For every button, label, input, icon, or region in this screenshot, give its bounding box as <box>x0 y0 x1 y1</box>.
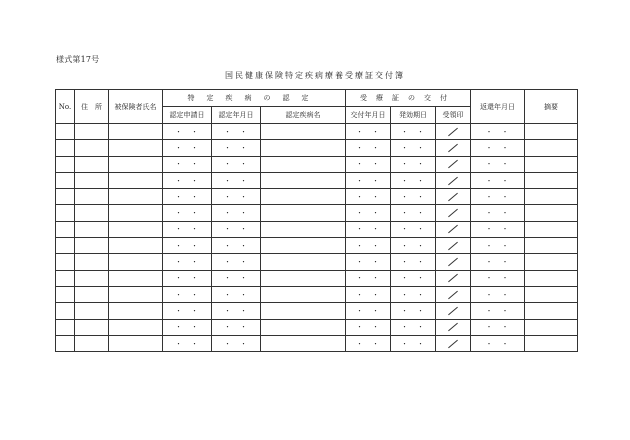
cell-remarks[interactable] <box>525 270 578 286</box>
cell-address[interactable] <box>75 319 109 335</box>
cell-certification-date: ・ ・ <box>212 156 261 172</box>
header-disease-name: 認定疾病名 <box>261 107 346 124</box>
cell-receipt-seal <box>436 205 471 221</box>
cell-remarks[interactable] <box>525 335 578 351</box>
table-row <box>56 124 578 140</box>
table-row <box>56 286 578 302</box>
cell-return-date: ・ ・ <box>471 319 525 335</box>
slash-mark <box>448 323 458 331</box>
cell-insured-name[interactable] <box>109 335 163 351</box>
cell-effective-date: ・ ・ <box>391 156 436 172</box>
cell-return-date: ・ ・ <box>471 303 525 319</box>
cell-application-date: ・ ・ <box>163 238 212 254</box>
table-row <box>56 140 578 156</box>
cell-no[interactable] <box>56 270 75 286</box>
slash-mark <box>448 241 458 249</box>
cell-insured-name[interactable] <box>109 319 163 335</box>
cell-issue-date: ・ ・ <box>346 286 391 302</box>
cell-insured-name[interactable] <box>109 286 163 302</box>
cell-remarks[interactable] <box>525 205 578 221</box>
cell-application-date: ・ ・ <box>163 189 212 205</box>
cell-effective-date: ・ ・ <box>391 270 436 286</box>
cell-issue-date: ・ ・ <box>346 303 391 319</box>
cell-remarks[interactable] <box>525 189 578 205</box>
cell-no[interactable] <box>56 319 75 335</box>
cell-return-date: ・ ・ <box>471 270 525 286</box>
cell-effective-date: ・ ・ <box>391 221 436 237</box>
header-card-issuance: 受療証の交付 <box>346 90 471 107</box>
cell-receipt-seal <box>436 286 471 302</box>
cell-address[interactable] <box>75 156 109 172</box>
cell-no[interactable] <box>56 303 75 319</box>
cell-disease-name[interactable] <box>261 238 346 254</box>
cell-issue-date: ・ ・ <box>346 172 391 188</box>
cell-certification-date: ・ ・ <box>212 335 261 351</box>
ledger-table <box>55 89 578 352</box>
cell-remarks[interactable] <box>525 124 578 140</box>
header-issue-date: 交付年月日 <box>346 107 391 124</box>
cell-effective-date: ・ ・ <box>391 286 436 302</box>
cell-issue-date: ・ ・ <box>346 335 391 351</box>
cell-application-date: ・ ・ <box>163 335 212 351</box>
cell-insured-name[interactable] <box>109 156 163 172</box>
table-row <box>56 303 578 319</box>
cell-receipt-seal <box>436 303 471 319</box>
table-row <box>56 205 578 221</box>
header-return-date: 返還年月日 <box>471 90 525 124</box>
cell-receipt-seal <box>436 189 471 205</box>
table-row <box>56 270 578 286</box>
cell-effective-date: ・ ・ <box>391 189 436 205</box>
cell-receipt-seal <box>436 156 471 172</box>
cell-issue-date: ・ ・ <box>346 124 391 140</box>
cell-certification-date: ・ ・ <box>212 221 261 237</box>
cell-remarks[interactable] <box>525 156 578 172</box>
cell-disease-name[interactable] <box>261 156 346 172</box>
cell-effective-date: ・ ・ <box>391 172 436 188</box>
cell-certification-date: ・ ・ <box>212 238 261 254</box>
cell-no[interactable] <box>56 335 75 351</box>
form-number: 様式第17号 <box>56 55 100 64</box>
form-title: 国民健康保険特定疾病療養受療証交付簿 <box>225 71 405 80</box>
cell-receipt-seal <box>436 221 471 237</box>
cell-no[interactable] <box>56 254 75 270</box>
cell-insured-name[interactable] <box>109 124 163 140</box>
cell-disease-name[interactable] <box>261 319 346 335</box>
cell-certification-date: ・ ・ <box>212 303 261 319</box>
cell-application-date: ・ ・ <box>163 156 212 172</box>
slash-mark <box>448 193 458 201</box>
slash-mark <box>448 127 458 135</box>
cell-address[interactable] <box>75 205 109 221</box>
cell-return-date: ・ ・ <box>471 205 525 221</box>
cell-address[interactable] <box>75 221 109 237</box>
cell-address[interactable] <box>75 238 109 254</box>
cell-address[interactable] <box>75 270 109 286</box>
cell-issue-date: ・ ・ <box>346 156 391 172</box>
cell-application-date: ・ ・ <box>163 319 212 335</box>
cell-certification-date: ・ ・ <box>212 286 261 302</box>
cell-application-date: ・ ・ <box>163 140 212 156</box>
table-row <box>56 172 578 188</box>
cell-disease-name[interactable] <box>261 189 346 205</box>
cell-no[interactable] <box>56 221 75 237</box>
cell-issue-date: ・ ・ <box>346 221 391 237</box>
cell-receipt-seal <box>436 124 471 140</box>
header-no: No. <box>56 90 75 124</box>
cell-issue-date: ・ ・ <box>346 319 391 335</box>
cell-application-date: ・ ・ <box>163 286 212 302</box>
cell-return-date: ・ ・ <box>471 238 525 254</box>
cell-insured-name[interactable] <box>109 254 163 270</box>
cell-application-date: ・ ・ <box>163 172 212 188</box>
cell-address[interactable] <box>75 124 109 140</box>
cell-remarks[interactable] <box>525 303 578 319</box>
cell-no[interactable] <box>56 189 75 205</box>
cell-remarks[interactable] <box>525 140 578 156</box>
cell-receipt-seal <box>436 254 471 270</box>
cell-insured-name[interactable] <box>109 205 163 221</box>
cell-certification-date: ・ ・ <box>212 140 261 156</box>
slash-mark <box>448 274 458 282</box>
cell-return-date: ・ ・ <box>471 221 525 237</box>
cell-remarks[interactable] <box>525 238 578 254</box>
cell-application-date: ・ ・ <box>163 221 212 237</box>
cell-return-date: ・ ・ <box>471 189 525 205</box>
slash-mark <box>448 258 458 266</box>
cell-remarks[interactable] <box>525 172 578 188</box>
cell-certification-date: ・ ・ <box>212 205 261 221</box>
cell-effective-date: ・ ・ <box>391 124 436 140</box>
cell-application-date: ・ ・ <box>163 303 212 319</box>
cell-receipt-seal <box>436 172 471 188</box>
cell-effective-date: ・ ・ <box>391 254 436 270</box>
cell-certification-date: ・ ・ <box>212 189 261 205</box>
header-effective-date: 発効期日 <box>391 107 436 124</box>
cell-remarks[interactable] <box>525 286 578 302</box>
cell-receipt-seal <box>436 270 471 286</box>
cell-no[interactable] <box>56 286 75 302</box>
header-disease-certification: 特定疾病の認定 <box>163 90 346 107</box>
cell-disease-name[interactable] <box>261 335 346 351</box>
cell-no[interactable] <box>56 156 75 172</box>
cell-return-date: ・ ・ <box>471 172 525 188</box>
cell-return-date: ・ ・ <box>471 254 525 270</box>
slash-mark <box>448 307 458 315</box>
cell-insured-name[interactable] <box>109 270 163 286</box>
cell-disease-name[interactable] <box>261 254 346 270</box>
slash-mark <box>448 290 458 298</box>
cell-address[interactable] <box>75 335 109 351</box>
cell-address[interactable] <box>75 303 109 319</box>
cell-return-date: ・ ・ <box>471 286 525 302</box>
cell-return-date: ・ ・ <box>471 156 525 172</box>
table-row <box>56 254 578 270</box>
slash-mark <box>448 176 458 184</box>
cell-remarks[interactable] <box>525 319 578 335</box>
cell-effective-date: ・ ・ <box>391 205 436 221</box>
table-row <box>56 319 578 335</box>
cell-address[interactable] <box>75 254 109 270</box>
ledger-body <box>56 124 578 352</box>
cell-insured-name[interactable] <box>109 221 163 237</box>
table-row <box>56 189 578 205</box>
cell-insured-name[interactable] <box>109 140 163 156</box>
header-receipt-seal: 受領印 <box>436 107 471 124</box>
cell-effective-date: ・ ・ <box>391 238 436 254</box>
cell-issue-date: ・ ・ <box>346 189 391 205</box>
cell-issue-date: ・ ・ <box>346 205 391 221</box>
cell-application-date: ・ ・ <box>163 205 212 221</box>
header-insured-name: 被保険者氏名 <box>109 90 163 124</box>
cell-address[interactable] <box>75 172 109 188</box>
cell-disease-name[interactable] <box>261 221 346 237</box>
cell-certification-date: ・ ・ <box>212 124 261 140</box>
cell-application-date: ・ ・ <box>163 254 212 270</box>
cell-no[interactable] <box>56 124 75 140</box>
cell-application-date: ・ ・ <box>163 124 212 140</box>
cell-issue-date: ・ ・ <box>346 254 391 270</box>
cell-receipt-seal <box>436 319 471 335</box>
cell-remarks[interactable] <box>525 254 578 270</box>
cell-disease-name[interactable] <box>261 270 346 286</box>
cell-certification-date: ・ ・ <box>212 254 261 270</box>
slash-mark <box>448 144 458 152</box>
table-row <box>56 156 578 172</box>
table-row <box>56 221 578 237</box>
cell-disease-name[interactable] <box>261 172 346 188</box>
cell-insured-name[interactable] <box>109 238 163 254</box>
cell-issue-date: ・ ・ <box>346 238 391 254</box>
cell-disease-name[interactable] <box>261 286 346 302</box>
cell-return-date: ・ ・ <box>471 140 525 156</box>
header-application-date: 認定申請日 <box>163 107 212 124</box>
cell-return-date: ・ ・ <box>471 124 525 140</box>
cell-issue-date: ・ ・ <box>346 140 391 156</box>
cell-effective-date: ・ ・ <box>391 140 436 156</box>
header-remarks: 摘要 <box>525 90 578 124</box>
cell-receipt-seal <box>436 140 471 156</box>
cell-disease-name[interactable] <box>261 303 346 319</box>
cell-address[interactable] <box>75 286 109 302</box>
cell-effective-date: ・ ・ <box>391 303 436 319</box>
cell-effective-date: ・ ・ <box>391 319 436 335</box>
cell-no[interactable] <box>56 238 75 254</box>
slash-mark <box>448 209 458 217</box>
cell-disease-name[interactable] <box>261 205 346 221</box>
cell-issue-date: ・ ・ <box>346 270 391 286</box>
cell-insured-name[interactable] <box>109 172 163 188</box>
cell-receipt-seal <box>436 238 471 254</box>
cell-no[interactable] <box>56 140 75 156</box>
cell-certification-date: ・ ・ <box>212 172 261 188</box>
cell-no[interactable] <box>56 172 75 188</box>
slash-mark <box>448 160 458 168</box>
cell-no[interactable] <box>56 205 75 221</box>
slash-mark <box>448 225 458 233</box>
cell-insured-name[interactable] <box>109 303 163 319</box>
cell-certification-date: ・ ・ <box>212 270 261 286</box>
cell-address[interactable] <box>75 189 109 205</box>
cell-receipt-seal <box>436 335 471 351</box>
slash-mark <box>448 339 458 347</box>
cell-return-date: ・ ・ <box>471 335 525 351</box>
table-row <box>56 238 578 254</box>
table-row <box>56 335 578 351</box>
header-address: 住 所 <box>75 90 109 124</box>
cell-certification-date: ・ ・ <box>212 319 261 335</box>
cell-application-date: ・ ・ <box>163 270 212 286</box>
cell-remarks[interactable] <box>525 221 578 237</box>
cell-insured-name[interactable] <box>109 189 163 205</box>
cell-disease-name[interactable] <box>261 140 346 156</box>
cell-address[interactable] <box>75 140 109 156</box>
header-certification-date: 認定年月日 <box>212 107 261 124</box>
cell-disease-name[interactable] <box>261 124 346 140</box>
cell-effective-date: ・ ・ <box>391 335 436 351</box>
